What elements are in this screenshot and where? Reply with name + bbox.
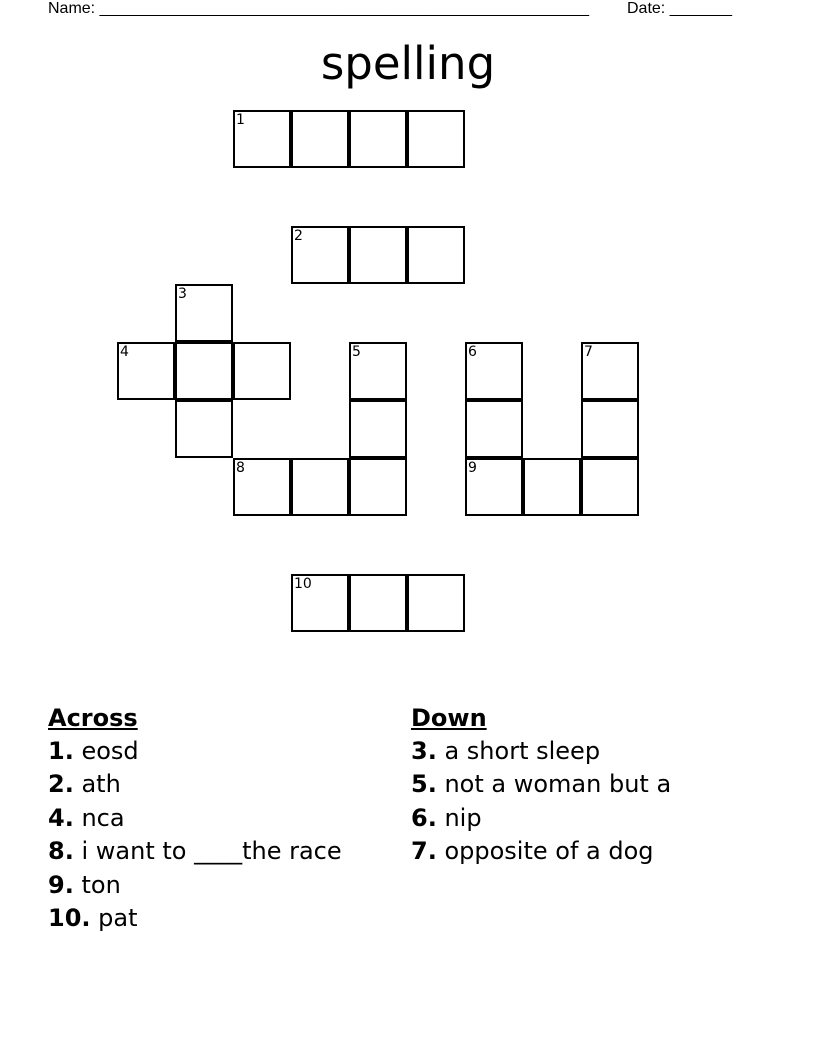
across-clue [48,802,342,835]
cell-number: 10 [294,576,312,592]
grid-cell[interactable] [175,284,233,342]
name-field-label[interactable]: Name: _______________________________________________________ [48,0,589,17]
down-heading: Down [411,704,487,732]
grid-cell[interactable] [349,342,407,400]
down-clue-list [411,735,671,869]
grid-cell[interactable] [465,342,523,400]
across-clues [48,702,342,935]
grid-cell[interactable] [407,226,465,284]
clue-text: ath [81,770,121,799]
grid-cell[interactable] [349,458,407,516]
grid-cell[interactable] [117,342,175,400]
grid-cell[interactable] [291,226,349,284]
grid-cell[interactable] [291,110,349,168]
page-title: spelling [320,37,496,90]
across-clue [48,902,342,935]
grid-cell[interactable] [581,458,639,516]
grid-cell[interactable] [407,110,465,168]
across-clue [48,735,342,768]
clue-number: 2. [48,770,74,799]
grid-cell[interactable] [349,400,407,458]
clue-number: 9. [48,870,74,899]
grid-cell[interactable] [581,400,639,458]
across-clue [48,869,342,902]
cell-number: 4 [120,344,129,360]
clue-number: 6. [411,803,437,832]
grid-cell[interactable] [175,342,233,400]
grid-cell[interactable] [175,400,233,458]
down-clues [411,702,671,869]
grid-cell[interactable] [291,574,349,632]
cell-number: 5 [352,344,361,360]
clue-text: nip [444,803,482,832]
grid-cell[interactable] [349,226,407,284]
cell-number: 8 [236,460,245,476]
clue-text: eosd [81,737,139,765]
clue-text: opposite of a dog [444,837,654,866]
grid-cell[interactable] [349,110,407,168]
grid-cell[interactable] [465,400,523,458]
grid-cell[interactable] [233,458,291,516]
clue-text: not a woman but a [444,770,672,799]
cell-number: 1 [236,112,245,128]
grid-cell[interactable] [523,458,581,516]
cell-number: 7 [584,344,593,360]
clue-number: 8. [48,837,74,866]
down-clue [411,735,671,768]
grid-cell[interactable] [233,110,291,168]
grid-cell[interactable] [349,574,407,632]
grid-cell[interactable] [407,574,465,632]
across-clue-list [48,735,342,935]
grid-cell[interactable] [465,458,523,516]
grid-cell[interactable] [233,342,291,400]
clue-text: a short sleep [444,737,601,765]
clue-text: ton [81,870,121,899]
clue-text: nca [81,803,125,832]
across-clue [48,768,342,801]
cell-number: 3 [178,286,187,302]
cell-number: 2 [294,228,303,244]
clue-number: 10. [48,904,91,933]
clue-number: 1. [48,737,74,765]
clue-number: 4. [48,803,74,832]
clue-text: i want to ____the race [81,837,342,866]
date-field-label[interactable]: Date: _______ [627,0,732,17]
down-clue [411,835,671,868]
across-heading: Across [48,704,138,732]
clue-number: 5. [411,770,437,799]
cell-number: 6 [468,344,477,360]
down-clue [411,802,671,835]
cell-number: 9 [468,460,477,476]
clue-text: pat [98,904,138,933]
down-clue [411,768,671,801]
across-clue [48,835,342,868]
clue-number: 3. [411,737,437,765]
grid-cell[interactable] [581,342,639,400]
clue-number: 7. [411,837,437,866]
grid-cell[interactable] [291,458,349,516]
